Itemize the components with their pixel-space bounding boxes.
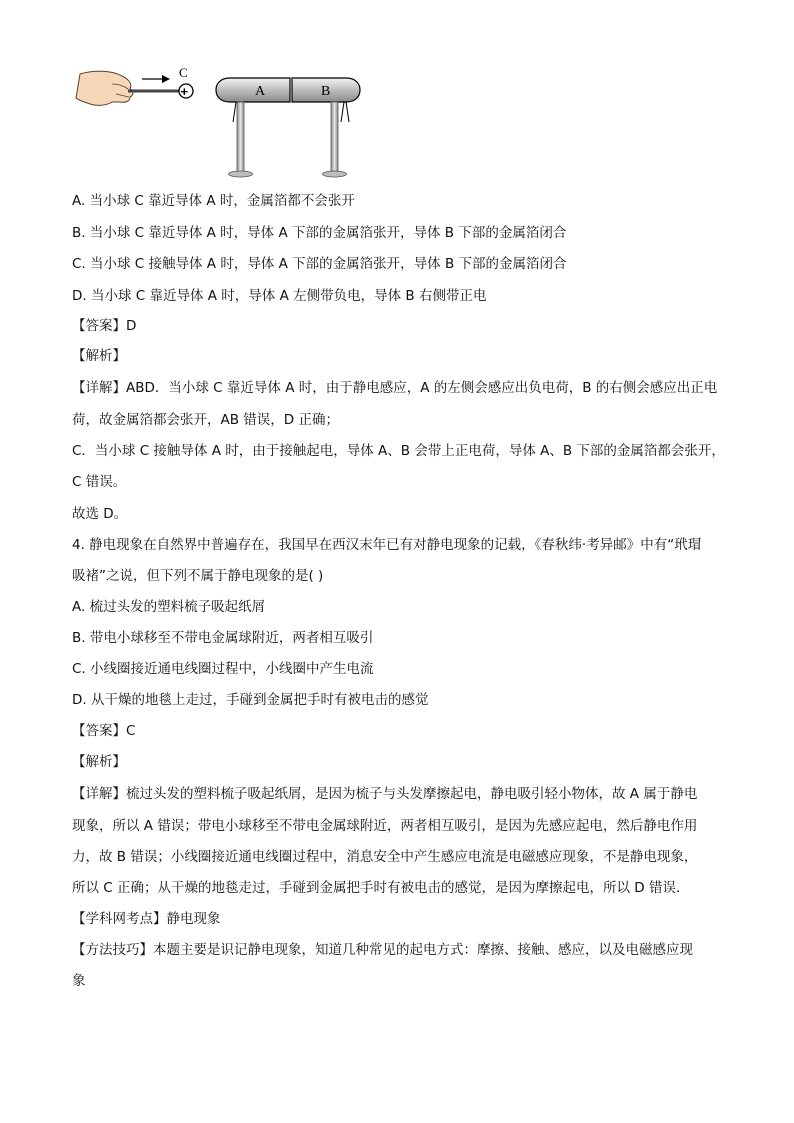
q3-detail-line-2: 荷，故金属箔都会张开，AB 错误，D 正确； [72, 412, 339, 428]
electrostatic-induction-figure [72, 62, 372, 187]
q4-detail-line-3: 力，故 B 错误；小线圈接近通电线圈过程中，消息安全中产生感应电流是电磁感应现象，不是静电现象， [72, 849, 698, 865]
q3-conclusion: 故选 D。 [72, 506, 128, 522]
q3-detail-line-3: C．当小球 C 接触导体 A 时，由于接触起电，导体 A、B 会带上正电荷，导体 A、B 下部的金属箔都会张开， [72, 443, 725, 459]
q3-analysis-heading: 【解析】 [72, 348, 126, 364]
q4-option-c: C. 小线圈接近通电线圈过程中，小线圈中产生电流 [72, 661, 374, 677]
q3-option-b: B. 当小球 C 靠近导体 A 时，导体 A 下部的金属箔张开，导体 B 下部的金属箔闭合 [72, 225, 567, 241]
q4-detail-line-2: 现象，所以 A 错误；带电小球移至不带电金属球附近，两者相互吸引，是因为先感应起电，然后静电作用 [72, 818, 698, 834]
foil-b-left [341, 102, 344, 122]
figure-svg [72, 62, 372, 187]
conductor-a [216, 78, 290, 102]
q3-answer: 【答案】D [72, 318, 137, 334]
stand-b-pole [331, 102, 338, 172]
conductor-b [292, 78, 360, 102]
label-b: B [321, 84, 331, 99]
foil-a-left [233, 102, 236, 122]
right-arrow-icon [162, 75, 170, 83]
q3-option-c: C. 当小球 C 接触导体 A 时，导体 A 下部的金属箔张开，导体 B 下部的金属箔闭合 [72, 256, 567, 272]
q4-answer: 【答案】C [72, 723, 136, 739]
q4-method-line-2: 象 [72, 973, 86, 989]
q3-detail-line-4: C 错误。 [72, 474, 127, 490]
label-c: C [179, 65, 188, 80]
q4-kaodian: 【学科网考点】静电现象 [72, 911, 221, 927]
q4-stem-line-2: 吸褚”之说，但下列不属于静电现象的是( ) [72, 568, 324, 584]
hand-icon [76, 71, 133, 105]
q4-option-b: B. 带电小球移至不带电金属球附近，两者相互吸引 [72, 630, 374, 646]
q4-detail-line-1: 【详解】梳过头发的塑料梳子吸起纸屑，是因为梳子与头发摩擦起电，静电吸引轻小物体，故 A 属于静电 [72, 786, 698, 802]
stand-a-pole [237, 102, 244, 172]
q3-option-a: A. 当小球 C 靠近导体 A 时，金属箔都不会张开 [72, 193, 355, 209]
q4-option-a: A. 梳过头发的塑料梳子吸起纸屑 [72, 599, 266, 615]
label-a: A [255, 84, 266, 99]
q3-option-d: D. 当小球 C 靠近导体 A 时，导体 A 左侧带负电，导体 B 右侧带正电 [72, 288, 487, 304]
stand-b-base [323, 171, 347, 177]
q3-detail-line-1: 【详解】ABD．当小球 C 靠近导体 A 时，由于静电感应，A 的左侧会感应出负电荷，B 的右侧会感应出正电 [72, 380, 718, 396]
q4-option-d: D. 从干燥的地毯上走过，手碰到金属把手时有被电击的感觉 [72, 692, 429, 708]
q4-analysis-heading: 【解析】 [72, 754, 126, 770]
q4-detail-line-4: 所以 C 正确；从干燥的地毯走过，手碰到金属把手时有被电击的感觉，是因为摩擦起电，所以 D 错误． [72, 880, 690, 896]
plus-sign: + [180, 84, 189, 99]
q4-stem-line-1: 4. 静电现象在自然界中普遍存在，我国早在西汉末年已有对静电现象的记载，《春秋纬·考异邮》中有“玳瑁 [72, 537, 702, 553]
foil-b-right [346, 102, 349, 122]
stand-a-base [229, 171, 253, 177]
q4-method-line-1: 【方法技巧】本题主要是识记静电现象，知道几种常见的起电方式：摩擦、接触、感应，以及电磁感应现 [72, 942, 693, 958]
